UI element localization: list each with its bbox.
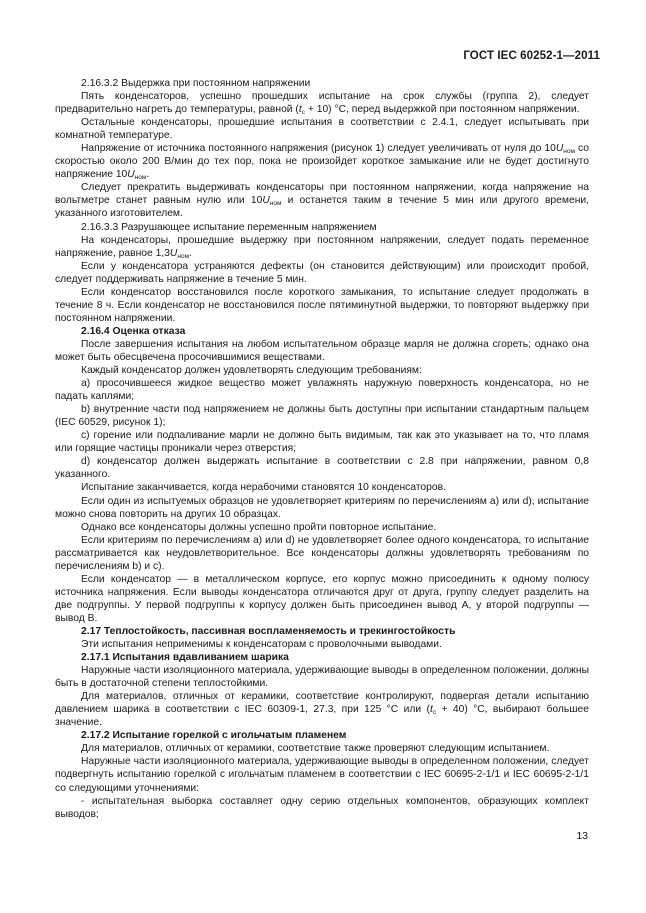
paragraph: Испытание заканчивается, когда нерабочими становятся 10 конденсаторов. <box>81 482 446 494</box>
section-heading: 2.16.4 Оценка отказа <box>81 325 186 337</box>
paragraph: 2.16.3.3 Разрушающее испытание переменным напряжением <box>81 221 377 233</box>
paragraph: Наружные части изоляционного материала, удерживающие выводы в определенном положении, должны быть в достаточной степени теплостойкими. <box>55 665 589 690</box>
paragraph: Однако все конденсаторы должны успешно пройти повторное испытание. <box>81 521 437 533</box>
paragraph: Для материалов, отличных от керамики, соответствие также проверяют следующим испытанием. <box>81 743 550 755</box>
paragraph: Остальные конденсаторы, прошедшие испытания в соответствии с 2.4.1, следует испытывать при комнатной температуре. <box>55 117 589 142</box>
paragraph: Если критериям по перечислениям а) или d) не удовлетворяет более одного конденсатора, то испытание рассматривается как неудовлетворительное. Все конденсаторы должны удовлетворять требованиям по перечислениям b) и с). <box>55 534 589 572</box>
section-heading: 2.17 Теплостойкость, пассивная воспламеняемость и трекингостойкость <box>81 625 456 637</box>
paragraph: а) просочившееся жидкое вещество может увлажнять наружную поверхность конденсатора, но не падать каплями; <box>55 378 589 403</box>
paragraph: Эти испытания неприменимы к конденсаторам с проволочными выводами. <box>81 639 442 651</box>
paragraph: На конденсаторы, прошедшие выдержку при постоянном напряжении, следует подать переменное напряжение, равное $1,3U_{ном}$. <box>55 234 589 260</box>
standard-designation: ГОСТ IEC 60252-1—2011 <box>463 50 600 62</box>
paragraph: Каждый конденсатор должен удовлетворять следующим требованиям: <box>81 365 422 377</box>
paragraph: Если у конденсатора устраняются дефекты (он становится действующим) или происходит пробой, следует поддерживать напряжение в течение 5 мин. <box>55 260 589 285</box>
paragraph: Следует прекратить выдерживать конденсаторы при постоянном напряжении, когда напряжение на вольтметре станет равным нулю или $10U_{ном}$ и останется таким в течение 5 мин или другого времени, указанного изготовителем. <box>55 182 589 220</box>
section-heading: 2.17.1 Испытания вдавливанием шарика <box>81 652 289 664</box>
paragraph: с) горение или подпаливание марли не должно быть видимым, так как это указывает на то, что пламя или горящие частицы проникали через отверстия; <box>55 430 589 455</box>
paragraph: Наружные части изоляционного материала, удерживающие выводы в определенном положении, следует подвергнуть испытанию горелкой с игольчатым пламенем в соответствии с IEC 60695-2-1/1 и IEC 60695-2-1/1 со следующими уточнениями: <box>55 756 589 794</box>
paragraph: Пять конденсаторов, успешно прошедших испытание на срок службы (группа 2), следует предварительно нагреть до температуры, равной $(t_c + 10)$ °С, перед выдержкой при постоянном напряжении. <box>55 91 589 117</box>
paragraph: b) внутренние части под напряжением не должны быть доступны при испытании стандартным пальцем (IEC 60529, рисунок 1); <box>55 404 589 429</box>
paragraph: Для материалов, отличных от керамики, соответствие контролируют, подвергая детали испытанию давлением шарика в соответствии с IEC 60309-1, 27.3, при 125 °С или $(t_c + 40)$ °С, выбирают большее значение. <box>55 691 589 729</box>
document-body <box>55 77 589 821</box>
paragraph: Напряжение от источника постоянного напряжения (рисунок 1) следует увеличивать от нуля до $10U_{ном}$ со скоростью около 200 В/мин до тех пор, пока не произойдет короткое замыкание или не будет достигнуто напряжение $10U_{ном}$. <box>55 143 589 182</box>
paragraph: После завершения испытания на любом испытательном образце марля не должна сгореть; однако она может быть обесцвечена просочившимися веществами. <box>55 338 589 363</box>
paragraph: Если конденсатор — в металлическом корпусе, его корпус можно присоединить к одному полюсу источника напряжения. Если выводы конденсатора отличаются друг от друга, группу следует разделить на две подгруппы. У первой подгруппы к корпусу должен быть присоединен вывод А, у второй подгруппы — вывод В. <box>55 573 589 624</box>
page-number: 13 <box>576 830 588 842</box>
paragraph: Если конденсатор восстановился после короткого замыкания, то испытание следует продолжать в течение 8 ч. Если конденсатор не восстановился после пятиминутной выдержки, то повторяют выдержку при постоянном напряжении. <box>55 286 589 324</box>
paragraph: Если один из испытуемых образцов не удовлетворяет критериям по перечислениям а) или d), испытание можно снова повторить на других 10 образцах. <box>55 495 589 520</box>
paragraph: d) конденсатор должен выдержать испытание в соответствии с 2.8 при напряжении, равном 0,8 указанного. <box>55 456 589 481</box>
section-heading: 2.17.2 Испытание горелкой с игольчатым пламенем <box>81 730 347 742</box>
paragraph: - испытательная выборка составляет одну серию отдельных компонентов, образующих комплект выводов; <box>55 795 589 820</box>
paragraph: 2.16.3.2 Выдержка при постоянном напряжении <box>81 78 311 89</box>
